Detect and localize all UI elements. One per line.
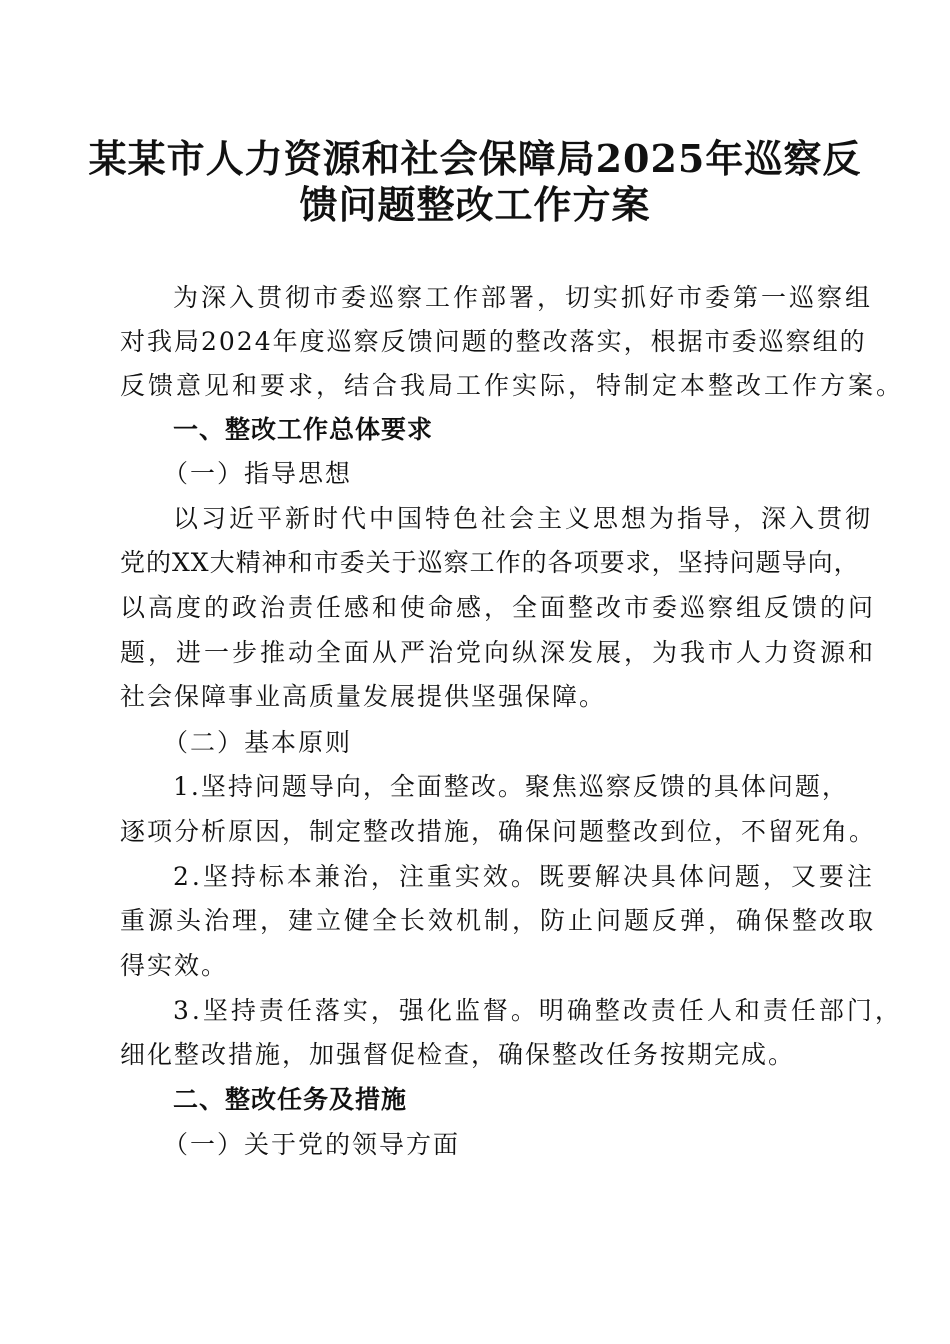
intro-line-1: 为深入贯彻市委巡察工作部署，切实抓好市委第一巡察组 [173, 283, 874, 312]
guiding-line-3: 以高度的政治责任感和使命感，全面整改市委巡察组反馈的问 [120, 593, 877, 622]
principle-3-line-1: 3.坚持责任落实，强化监督。明确整改责任人和责任部门， [173, 996, 903, 1025]
subsection-heading-guiding: （一）指导思想 [163, 459, 353, 488]
principle-2-line-3: 得实效。 [120, 951, 229, 980]
intro-line-2: 对我局2024年度巡察反馈问题的整改落实，根据市委巡察组的 [120, 327, 867, 356]
principle-2-line-2: 重源头治理，建立健全长效机制，防止问题反弹，确保整改取 [120, 906, 877, 935]
intro-line-3: 反馈意见和要求，结合我局工作实际，特制定本整改工作方案。 [120, 371, 905, 400]
document-title-line-1: 某某市人力资源和社会保障局2025年巡察反 [88, 136, 862, 181]
subsection-heading-party-leadership: （一）关于党的领导方面 [163, 1130, 461, 1159]
section-heading-1: 一、整改工作总体要求 [173, 415, 434, 444]
principle-2-line-1: 2.坚持标本兼治，注重实效。既要解决具体问题，又要注 [173, 862, 875, 891]
guiding-line-5: 社会保障事业高质量发展提供坚强保障。 [120, 682, 607, 711]
section-heading-2: 二、整改任务及措施 [173, 1085, 408, 1114]
guiding-line-4: 题，进一步推动全面从严治党向纵深发展，为我市人力资源和 [120, 638, 877, 667]
principle-1-line-1: 1.坚持问题导向，全面整改。聚焦巡察反馈的具体问题， [173, 772, 849, 801]
guiding-line-2: 党的XX大精神和市委关于巡察工作的各项要求，坚持问题导向， [120, 548, 860, 577]
document-title-line-2: 馈问题整改工作方案 [299, 182, 651, 227]
subsection-heading-principles: （二）基本原则 [163, 728, 353, 757]
principle-3-line-2: 细化整改措施，加强督促检查，确保整改任务按期完成。 [120, 1040, 796, 1069]
principle-1-line-2: 逐项分析原因，制定整改措施，确保问题整改到位，不留死角。 [120, 817, 877, 846]
guiding-line-1: 以习近平新时代中国特色社会主义思想为指导，深入贯彻 [173, 504, 874, 533]
